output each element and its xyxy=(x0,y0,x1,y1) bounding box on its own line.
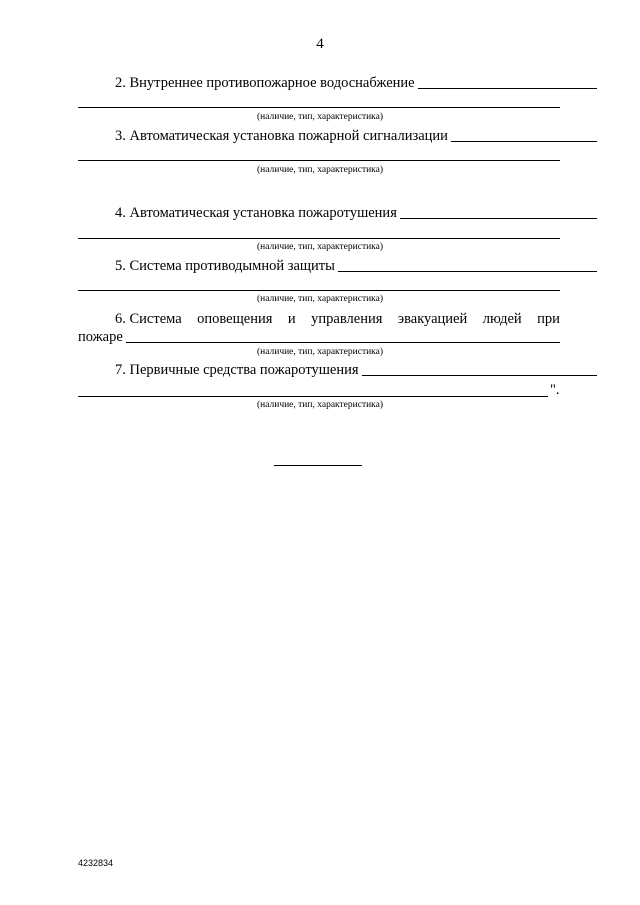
item-7-hint: (наличие, тип, характеристика) xyxy=(256,400,384,410)
item-6-word: при xyxy=(537,311,560,327)
item-3-blank xyxy=(451,140,597,142)
item-5-hint: (наличие, тип, характеристика) xyxy=(256,294,384,304)
item-2-answer-line xyxy=(78,107,560,108)
item-6-word: 6. Система xyxy=(115,311,182,327)
item-6-row xyxy=(78,310,560,328)
item-4-hint: (наличие, тип, характеристика) xyxy=(256,242,384,252)
item-6-blank xyxy=(126,341,560,343)
item-2-row xyxy=(78,74,597,92)
page-number: 4 xyxy=(316,36,324,52)
end-divider xyxy=(274,465,362,466)
item-7-answer-line xyxy=(78,396,548,397)
item-6-hint: (наличие, тип, характеристика) xyxy=(256,347,384,357)
item-3-row xyxy=(78,127,597,145)
item-5-label: 5. Система противодымной защиты xyxy=(115,258,335,274)
item-4-label: 4. Автоматическая установка пожаротушения xyxy=(115,205,397,221)
item-5-row xyxy=(78,257,597,275)
item-6-word: и xyxy=(287,311,296,327)
item-4-blank xyxy=(400,217,597,219)
item-4-row xyxy=(78,204,597,222)
item-4-answer-line xyxy=(78,238,560,239)
item-5-answer-line xyxy=(78,290,560,291)
item-2-hint: (наличие, тип, характеристика) xyxy=(256,112,384,122)
item-7-label: 7. Первичные средства пожаротушения xyxy=(115,362,359,378)
item-6-continuation: пожаре xyxy=(78,329,123,345)
item-6-word: управления xyxy=(311,311,383,327)
item-5-blank xyxy=(338,270,597,272)
item-6-word: оповещения xyxy=(197,311,273,327)
item-6-continuation-row xyxy=(78,328,560,346)
document-code: 4232834 xyxy=(78,858,114,868)
item-6-word: эвакуацией xyxy=(397,311,468,327)
closing-quote: ". xyxy=(550,382,560,398)
item-2-blank xyxy=(418,87,597,89)
item-7-blank xyxy=(362,374,597,376)
item-3-answer-line xyxy=(78,160,560,161)
item-7-row xyxy=(78,361,597,379)
item-2-label: 2. Внутреннее противопожарное водоснабжение xyxy=(115,75,415,91)
item-3-label: 3. Автоматическая установка пожарной сигнализации xyxy=(115,128,448,144)
item-3-hint: (наличие, тип, характеристика) xyxy=(256,165,384,175)
item-6-word: людей xyxy=(482,311,522,327)
